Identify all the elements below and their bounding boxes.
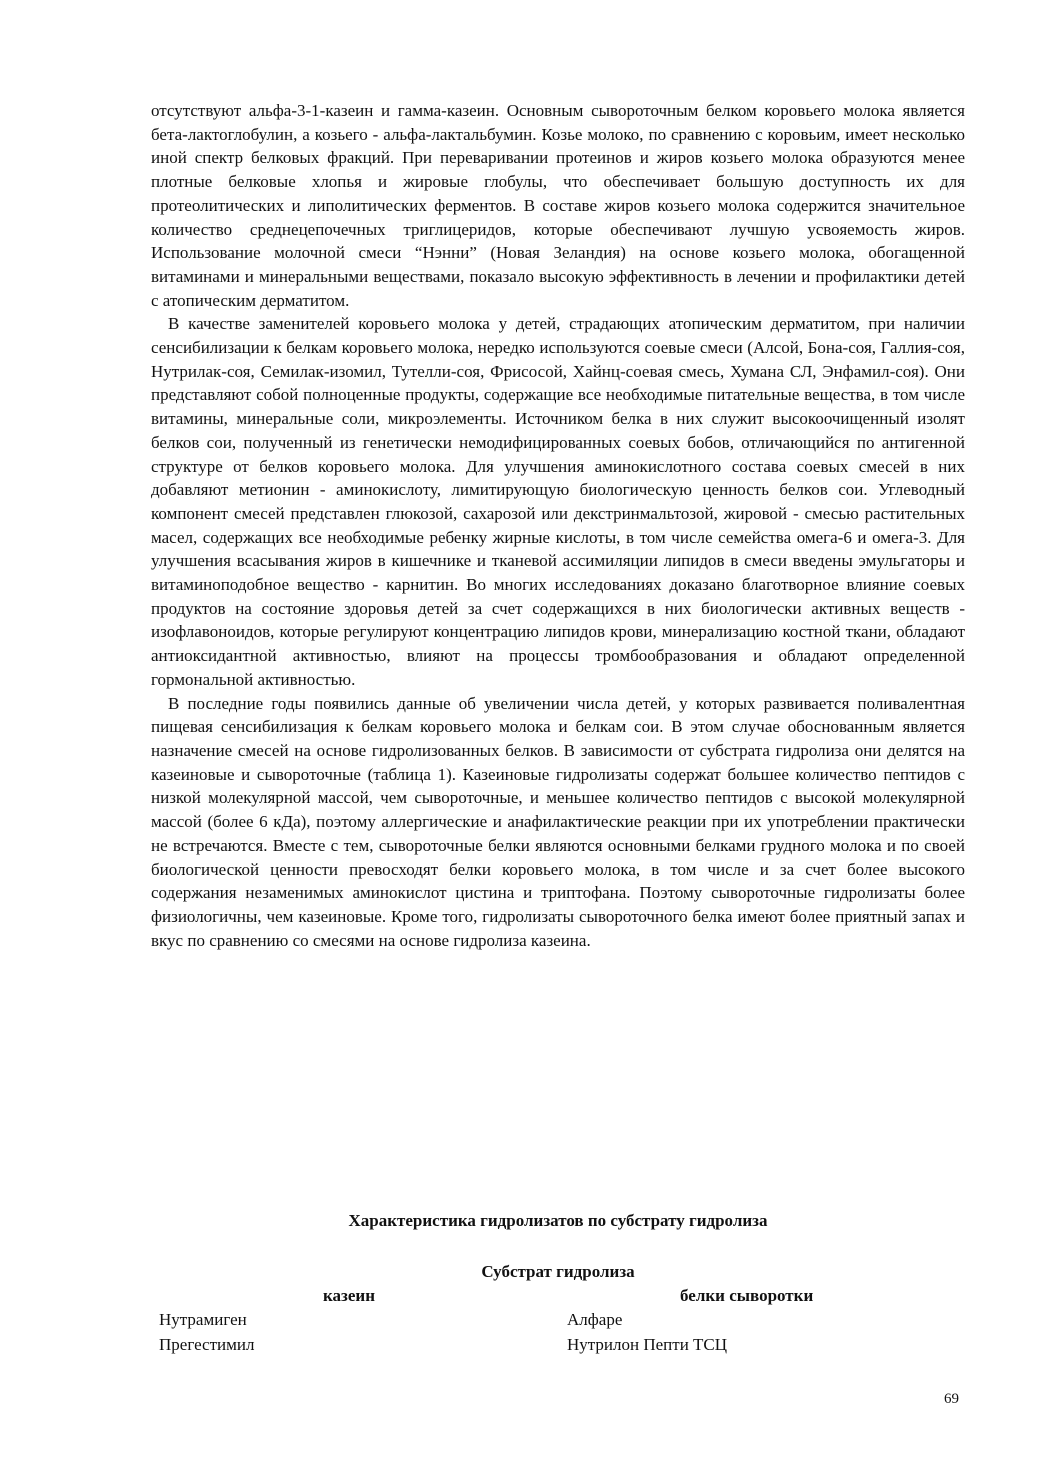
table-cell: Нутрилон Пепти ТСЦ [567,1335,728,1354]
paragraph: отсутствуют альфа-3-1-казеин и гамма-казеин. Основным сывороточным белком коровьего молока является бета-лактоглобулин, а козьего - альфа-лактальбумин. Козье молоко, по сравнению с коровьим, имеет несколько иной спектр белковых фракций. При переваривании протеинов и жиров козьего молока образуются менее плотные белковые хлопья и жировые глобулы, что обеспечивает большую доступность их для протеолитических и липолитических ферментов. В составе жиров козьего молока содержится значительное количество среднецепочечных триглицеридов, которые обеспечивают лучшую усвояемость жиров. Использование молочной смеси “Нэнни” (Новая Зеландия) на основе козьего молока, обогащенной витаминами и минеральными веществами, показало высокую эффективность в лечении и профилактики детей с атопическим дерматитом. [151,101,965,310]
paragraph: В последние годы появились данные об увеличении числа детей, у которых развивается поливалентная пищевая сенсибилизация к белкам коровьего молока и белкам сои. В этом случае обоснованным является назначение смесей на основе гидролизованных белков. В зависимости от субстрата гидролиза они делятся на казеиновые и сывороточные (таблица 1). Казеиновые гидролизаты содержат большее количество пептидов с низкой молекулярной массой, чем сывороточные, и меньшее количество пептидов с высокой молекулярной массой (более 6 кДа), поэтому аллергические и анафилактические реакции при их употреблении практически не встречаются. Вместе с тем, сывороточные белки являются основными белками грудного молока и по своей биологической ценности превосходят белки коровьего молока, в том числе и за счет более высокого содержания незаменимых аминокислот цистина и триптофана. Поэтому сывороточные гидролизаты более физиологичны, чем казеиновые. Кроме того, гидролизаты сывороточного белка имеют более приятный запах и вкус по сравнению со смесями на основе гидролиза казеина. [151,693,965,950]
table-cell: Прегестимил [159,1335,255,1354]
table-title: Характеристика гидролизатов по субстрату гидролиза [348,1211,768,1230]
column-header-whey: белки сыворотки [680,1286,814,1305]
paragraph: В качестве заменителей коровьего молока у детей, страдающих атопическим дерматитом, при наличии сенсибилизации к белкам коровьего молока, нередко используются соевые смеси (Алсой, Бона-соя, Галлия-соя, Нутрилак-соя, Семилак-изомил, Тутелли-соя, Фрисосой, Хайнц-соевая смесь, Хумана СЛ, Энфамил-соя). Они представляют собой полноценные продукты, содержащие все необходимые питательные вещества, в том числе витамины, минеральные соли, микроэлементы. Источником белка в них служит высокоочищенный изолят белков сои, полученный из генетически немодифицированных соевых бобов, отличающийся по антигенной структуре от белков коровьего молока. Для улучшения аминокислотного состава соевых смесей в них добавляют метионин - аминокислоту, лимитирующую биологическую ценность белков сои. Углеводный компонент смесей представлен глюкозой, сахарозой или декстринмальтозой, жировой - смесью растительных масел, содержащих все необходимые ребенку жирные кислоты, в том числе семейства омега-6 и омега-3. Для улучшения всасывания жиров в кишечнике и тканевой ассимиляции липидов в смеси введены эмульгаторы и витаминоподобное вещество - карнитин. Во многих исследованиях доказано благотворное влияние соевых продуктов на состояние здоровья детей за счет содержащихся в них биологически активных веществ - изофлавоноидов, которые регулируют концентрацию липидов крови, минерализацию костной ткани, обладают антиоксидантной активностью, влияют на процессы тромбообразования и обладают определенной гормональной активностью. [151,314,965,689]
table-group-header: Субстрат гидролиза [481,1262,635,1281]
column-header-casein: казеин [323,1286,376,1305]
body-text [151,99,965,952]
table-cell: Алфаре [567,1310,623,1329]
table-cell: Нутрамиген [159,1310,247,1329]
page-number: 69 [944,1391,959,1407]
